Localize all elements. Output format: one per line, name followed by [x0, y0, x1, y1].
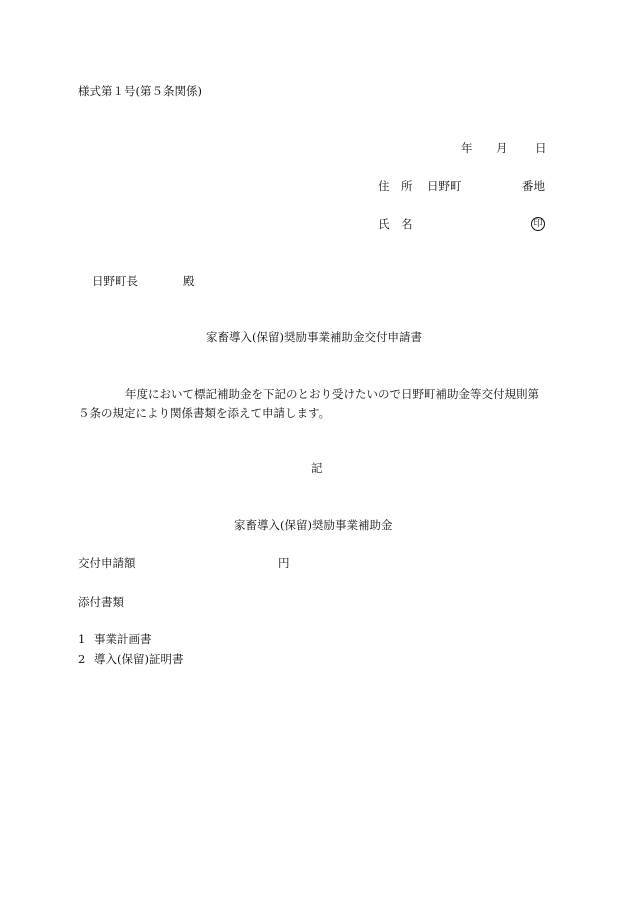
attachment-item: 事業計画書: [94, 632, 152, 646]
name-label: 氏 名: [378, 217, 413, 231]
address-label: 住 所: [378, 179, 413, 193]
date-month-label: 月: [496, 141, 508, 155]
amount-unit: 円: [278, 556, 290, 570]
document-title: 家畜導入(保留)奨励事業補助金交付申請書: [206, 330, 422, 344]
program-name: 家畜導入(保留)奨励事業補助金: [234, 518, 393, 532]
attachment-item: 導入(保留)証明書: [94, 652, 184, 666]
addressee-honorific: 殿: [183, 274, 195, 288]
date-day-label: 日: [535, 141, 547, 155]
form-number: 様式第１号(第５条関係): [78, 84, 202, 98]
ki-heading: 記: [311, 461, 323, 475]
body-line-1: 年度において標記補助金を下記のとおり受けたいので日野町補助金等交付規則第: [125, 387, 539, 401]
body-line-2: ５条の規定により関係書類を添えて申請します。: [78, 406, 331, 420]
attachments-heading: 添付書類: [78, 595, 124, 609]
date-year-label: 年: [461, 141, 473, 155]
seal-mark: 印: [531, 217, 545, 231]
attachment-number: 1: [78, 632, 86, 646]
address-town: 日野町: [427, 179, 462, 193]
addressee-title: 日野町長: [92, 274, 138, 288]
address-suffix: 番地: [522, 179, 545, 193]
amount-label: 交付申請額: [78, 556, 136, 570]
attachment-number: 2: [78, 652, 86, 666]
